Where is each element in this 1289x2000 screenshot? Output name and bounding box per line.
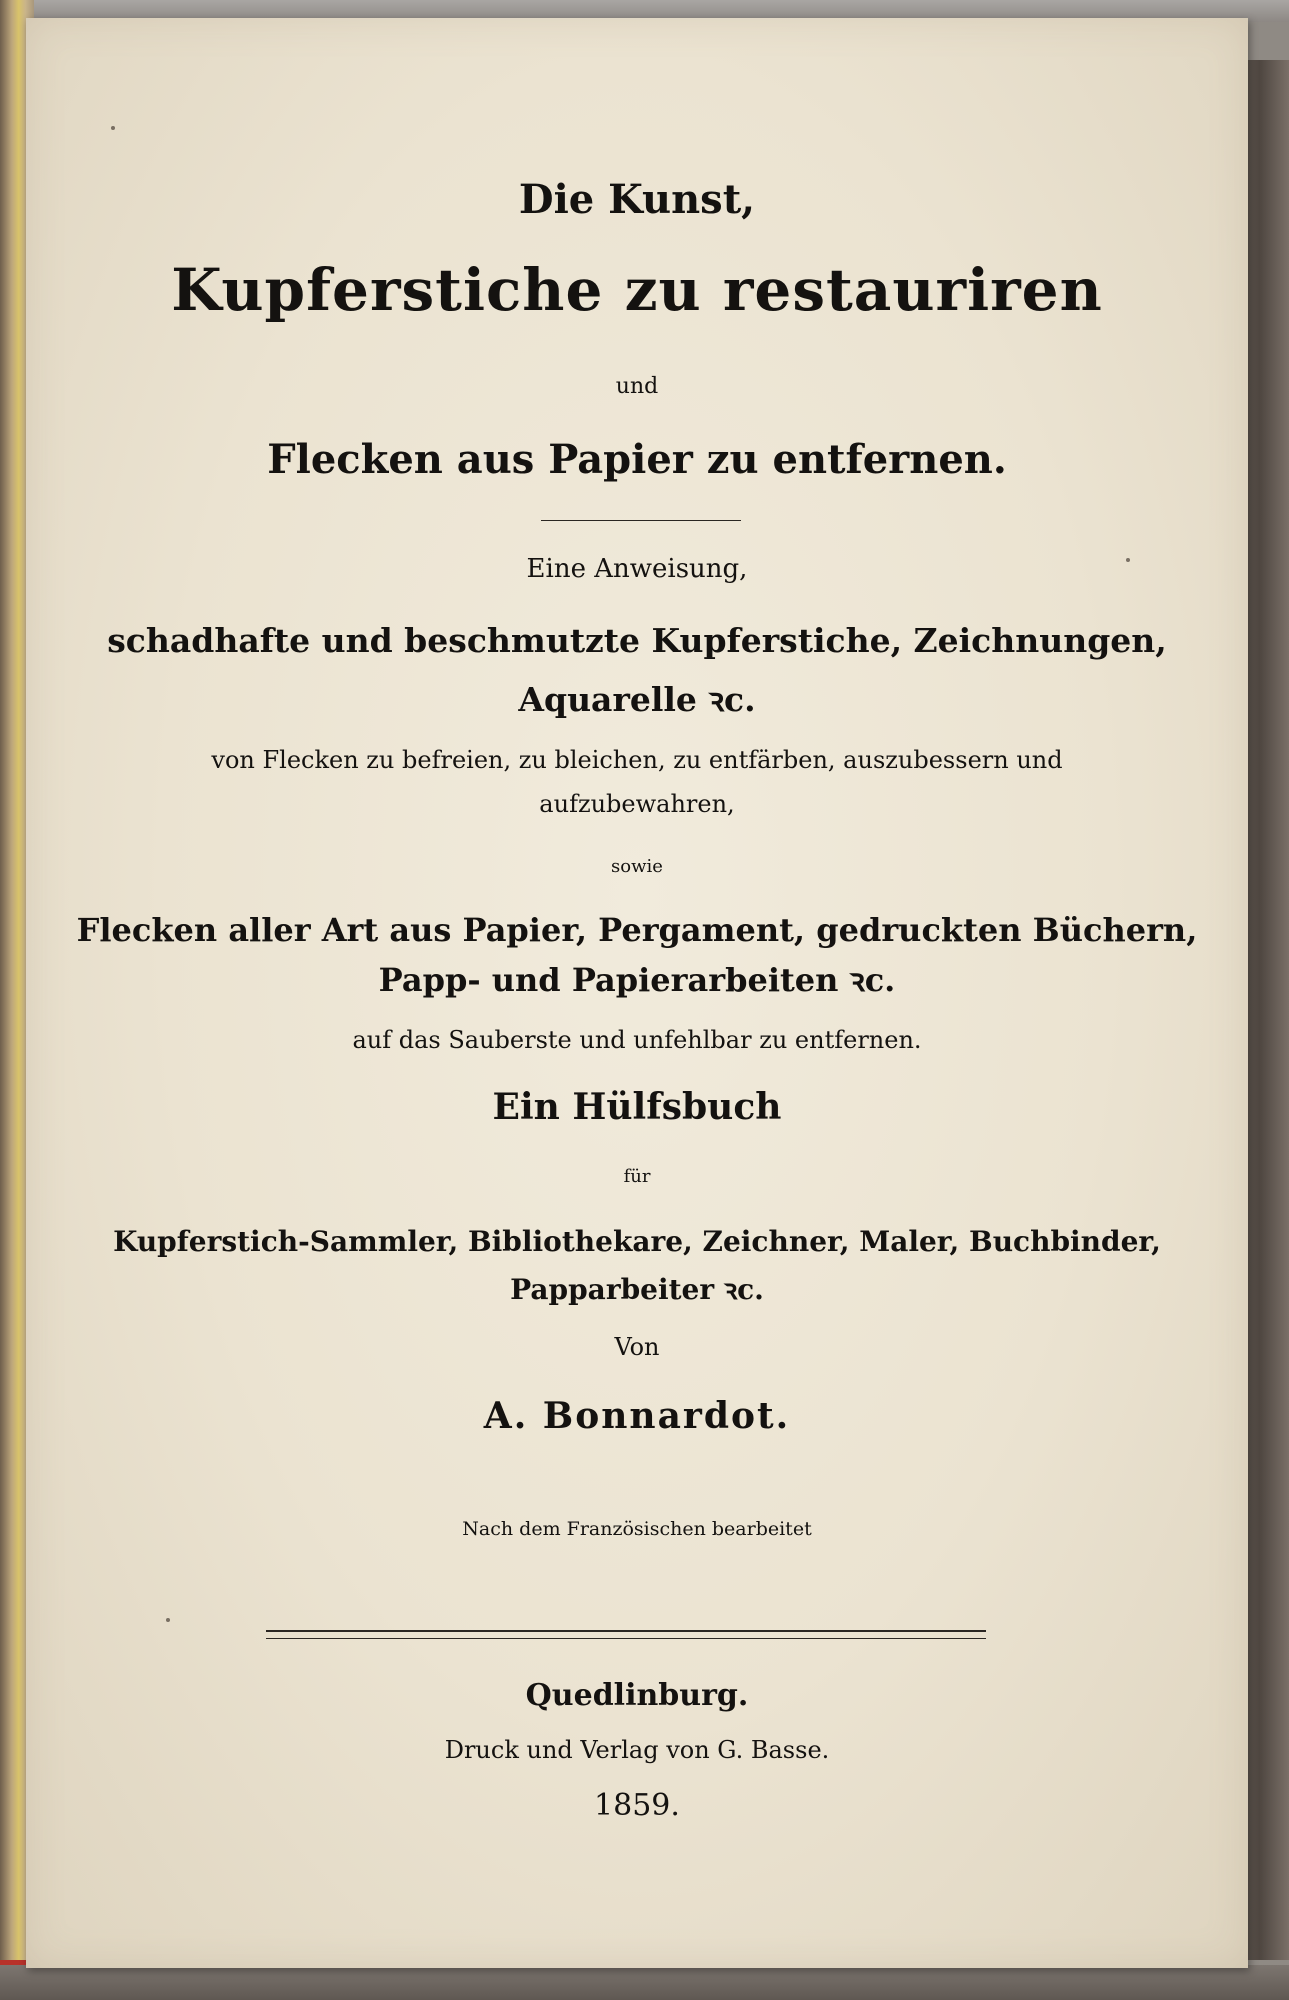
subtitle-papp: Papp- und Papierarbeiten ꝛc. [378,961,896,999]
title-line-4: Flecken aus Papier zu entfernen. [267,436,1007,483]
title-line-1: Die Kunst, [518,176,756,223]
subtitle-intro: Eine Anweisung, [526,554,748,584]
title-main: Kupferstiche zu restauriren [171,256,1103,324]
fuer-label: für [623,1166,651,1187]
imprint-year: 1859. [594,1788,680,1823]
subtitle-remove: auf das Sauberste und unfehlbar zu entfernen. [352,1026,922,1054]
subtitle-aquarelle: Aquarelle ꝛc. [518,680,756,719]
subtitle-sowie: sowie [611,856,663,877]
paper-speck [166,1618,170,1622]
author-name: A. Bonnardot. [483,1395,791,1437]
subtitle-actions: von Flecken zu befreien, zu bleichen, zu entfärben, auszubessern und [211,746,1063,774]
paper-speck [1126,558,1130,562]
subtitle-subjects: schadhafte und beschmutzte Kupferstiche, Zeichnungen, [107,621,1167,660]
title-conjunction: und [615,374,659,399]
paper-speck [111,126,115,130]
subtitle-stains: Flecken aller Art aus Papier, Pergament, gedruckten Büchern, [76,911,1198,949]
adaptation-note: Nach dem Französischen bearbeitet [462,1518,812,1540]
title-page [26,18,1248,1968]
imprint-publisher: Druck und Verlag von G. Basse. [444,1736,830,1764]
subtitle-actions-cont: aufzubewahren, [539,790,735,818]
bottom-background-strip [0,1965,1289,2000]
von-label: Von [614,1333,660,1361]
audience-line-1: Kupferstich-Sammler, Bibliothekare, Zeichner, Maler, Buchbinder, [113,1225,1161,1258]
title-divider [541,520,741,521]
audience-line-2: Papparbeiter ꝛc. [510,1273,764,1306]
imprint-place: Quedlinburg. [525,1678,749,1713]
handbook-label: Ein Hülfsbuch [492,1086,782,1128]
imprint-double-rule [266,1630,986,1639]
